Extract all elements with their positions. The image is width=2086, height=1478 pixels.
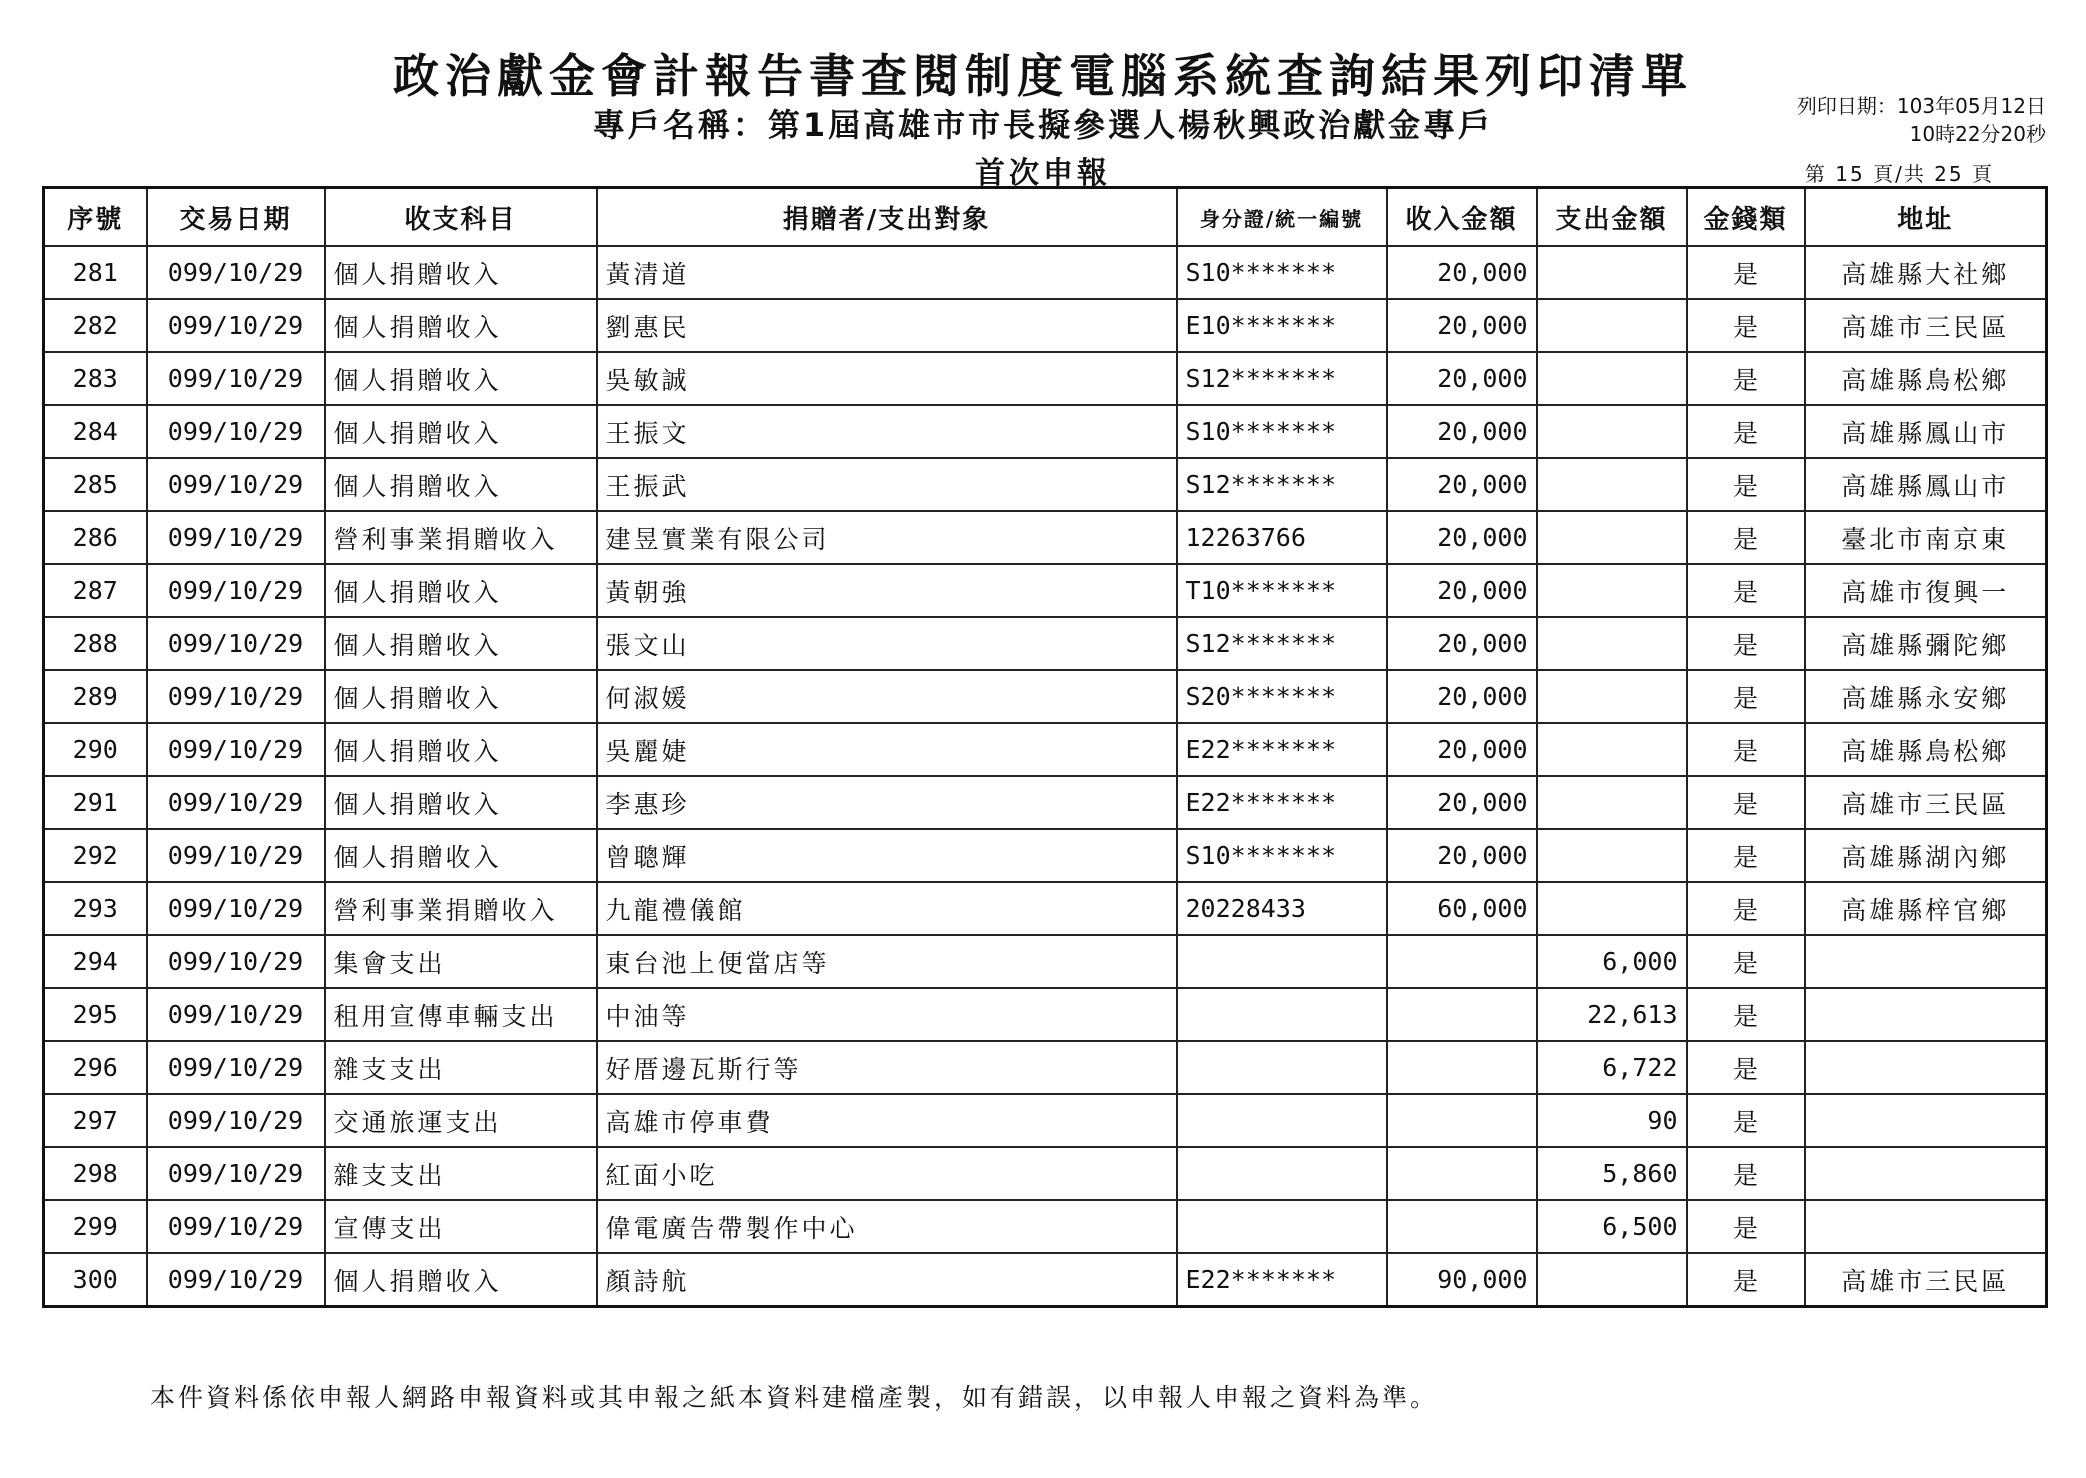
- cell-id: E22*******: [1177, 723, 1387, 776]
- cell-income: 20,000: [1387, 299, 1537, 352]
- cell-income: 20,000: [1387, 723, 1537, 776]
- cell-income: 20,000: [1387, 564, 1537, 617]
- col-header-category: 收支科目: [325, 188, 597, 247]
- cell-address: 高雄縣鳳山市: [1805, 405, 2047, 458]
- cell-id: S10*******: [1177, 829, 1387, 882]
- cell-address: 高雄市復興一: [1805, 564, 2047, 617]
- table-row: [44, 352, 2047, 405]
- col-header-date: 交易日期: [147, 188, 325, 247]
- cell-category: 集會支出: [325, 935, 597, 988]
- cell-address: 臺北市南京東: [1805, 511, 2047, 564]
- cell-id: S10*******: [1177, 405, 1387, 458]
- cell-donor: 張文山: [597, 617, 1177, 670]
- cell-income: 20,000: [1387, 617, 1537, 670]
- cell-seq: 298: [44, 1147, 147, 1200]
- cell-seq: 291: [44, 776, 147, 829]
- ledger-body: [44, 246, 2047, 1307]
- table-row: [44, 829, 2047, 882]
- account-value: 第1屆高雄市市長擬參選人楊秋興政治獻金專戶: [767, 106, 1494, 144]
- cell-address: 高雄縣大社鄉: [1805, 246, 2047, 299]
- cell-income: [1387, 988, 1537, 1041]
- cell-id: [1177, 1094, 1387, 1147]
- cell-seq: 285: [44, 458, 147, 511]
- cell-date: 099/10/29: [147, 352, 325, 405]
- cell-category: 個人捐贈收入: [325, 564, 597, 617]
- cell-donor: 吳敏誠: [597, 352, 1177, 405]
- cell-income: 20,000: [1387, 776, 1537, 829]
- cell-seq: 299: [44, 1200, 147, 1253]
- cell-category: 交通旅運支出: [325, 1094, 597, 1147]
- cell-id: S12*******: [1177, 458, 1387, 511]
- cell-donor: 好厝邊瓦斯行等: [597, 1041, 1177, 1094]
- cell-income: [1387, 935, 1537, 988]
- cell-address: [1805, 1200, 2047, 1253]
- table-row: [44, 511, 2047, 564]
- cell-category: 個人捐贈收入: [325, 829, 597, 882]
- cell-cash: 是: [1687, 458, 1805, 511]
- cell-income: [1387, 1094, 1537, 1147]
- cell-date: 099/10/29: [147, 458, 325, 511]
- table-row: [44, 564, 2047, 617]
- cell-category: 個人捐贈收入: [325, 352, 597, 405]
- cell-date: 099/10/29: [147, 670, 325, 723]
- cell-id: [1177, 1041, 1387, 1094]
- cell-date: 099/10/29: [147, 564, 325, 617]
- cell-income: 20,000: [1387, 458, 1537, 511]
- cell-income: 20,000: [1387, 352, 1537, 405]
- cell-category: 租用宣傳車輛支出: [325, 988, 597, 1041]
- cell-donor: 王振文: [597, 405, 1177, 458]
- table-row: [44, 988, 2047, 1041]
- cell-category: 個人捐贈收入: [325, 299, 597, 352]
- cell-address: 高雄縣永安鄉: [1805, 670, 2047, 723]
- cell-donor: 李惠珍: [597, 776, 1177, 829]
- cell-donor: 偉電廣告帶製作中心: [597, 1200, 1177, 1253]
- table-row: [44, 246, 2047, 299]
- cell-date: 099/10/29: [147, 511, 325, 564]
- cell-id: [1177, 1200, 1387, 1253]
- cell-donor: 黃清道: [597, 246, 1177, 299]
- cell-seq: 295: [44, 988, 147, 1041]
- cell-address: 高雄縣彌陀鄉: [1805, 617, 2047, 670]
- cell-id: [1177, 988, 1387, 1041]
- cell-cash: 是: [1687, 882, 1805, 935]
- cell-expense: [1537, 246, 1687, 299]
- cell-expense: [1537, 299, 1687, 352]
- cell-category: 個人捐贈收入: [325, 617, 597, 670]
- cell-date: 099/10/29: [147, 1253, 325, 1307]
- cell-donor: 東台池上便當店等: [597, 935, 1177, 988]
- cell-category: 個人捐贈收入: [325, 1253, 597, 1307]
- cell-cash: 是: [1687, 776, 1805, 829]
- table-row: [44, 458, 2047, 511]
- cell-income: [1387, 1147, 1537, 1200]
- cell-address: 高雄縣鳳山市: [1805, 458, 2047, 511]
- cell-seq: 286: [44, 511, 147, 564]
- print-date-label: 列印日期：: [1796, 94, 1897, 118]
- cell-date: 099/10/29: [147, 617, 325, 670]
- cell-address: [1805, 1041, 2047, 1094]
- cell-expense: [1537, 617, 1687, 670]
- cell-address: 高雄縣鳥松鄉: [1805, 723, 2047, 776]
- col-header-seq: 序號: [44, 188, 147, 247]
- cell-expense: 5,860: [1537, 1147, 1687, 1200]
- account-name: [0, 100, 2086, 146]
- cell-seq: 292: [44, 829, 147, 882]
- cell-id: T10*******: [1177, 564, 1387, 617]
- cell-donor: 高雄市停車費: [597, 1094, 1177, 1147]
- cell-seq: 290: [44, 723, 147, 776]
- cell-id: E22*******: [1177, 776, 1387, 829]
- cell-expense: 6,500: [1537, 1200, 1687, 1253]
- cell-category: 個人捐贈收入: [325, 776, 597, 829]
- print-date-block: [1797, 92, 2046, 148]
- cell-income: 20,000: [1387, 405, 1537, 458]
- cell-id: [1177, 935, 1387, 988]
- cell-donor: 吳麗婕: [597, 723, 1177, 776]
- table-row: [44, 299, 2047, 352]
- cell-date: 099/10/29: [147, 1041, 325, 1094]
- cell-cash: 是: [1687, 723, 1805, 776]
- cell-address: 高雄縣梓官鄉: [1805, 882, 2047, 935]
- cell-cash: 是: [1687, 511, 1805, 564]
- cell-cash: 是: [1687, 1200, 1805, 1253]
- cell-seq: 287: [44, 564, 147, 617]
- cell-donor: 劉惠民: [597, 299, 1177, 352]
- table-row: [44, 1200, 2047, 1253]
- cell-donor: 建昱實業有限公司: [597, 511, 1177, 564]
- cell-date: 099/10/29: [147, 299, 325, 352]
- col-header-address: 地址: [1805, 188, 2047, 247]
- cell-category: 個人捐贈收入: [325, 458, 597, 511]
- table-row: [44, 882, 2047, 935]
- cell-cash: 是: [1687, 988, 1805, 1041]
- cell-expense: [1537, 1253, 1687, 1307]
- cell-id: 12263766: [1177, 511, 1387, 564]
- cell-cash: 是: [1687, 1253, 1805, 1307]
- cell-seq: 284: [44, 405, 147, 458]
- cell-cash: 是: [1687, 1041, 1805, 1094]
- table-row: [44, 1147, 2047, 1200]
- cell-category: 個人捐贈收入: [325, 723, 597, 776]
- cell-cash: 是: [1687, 829, 1805, 882]
- cell-expense: [1537, 511, 1687, 564]
- cell-date: 099/10/29: [147, 882, 325, 935]
- cell-donor: 何淑媛: [597, 670, 1177, 723]
- cell-income: [1387, 1041, 1537, 1094]
- cell-id: S12*******: [1177, 352, 1387, 405]
- cell-category: 雜支支出: [325, 1147, 597, 1200]
- cell-cash: 是: [1687, 1094, 1805, 1147]
- cell-category: 個人捐贈收入: [325, 405, 597, 458]
- cell-id: [1177, 1147, 1387, 1200]
- cell-date: 099/10/29: [147, 988, 325, 1041]
- cell-cash: 是: [1687, 1147, 1805, 1200]
- col-header-donor: 捐贈者/支出對象: [597, 188, 1177, 247]
- page-title: 政治獻金會計報告書查閱制度電腦系統查詢結果列印清單: [393, 49, 1693, 103]
- cell-cash: 是: [1687, 935, 1805, 988]
- ledger-table: [42, 186, 2048, 1308]
- cell-address: 高雄縣湖內鄉: [1805, 829, 2047, 882]
- cell-income: 90,000: [1387, 1253, 1537, 1307]
- table-header-row: [44, 188, 2047, 247]
- table-row: [44, 1253, 2047, 1307]
- cell-id: S20*******: [1177, 670, 1387, 723]
- cell-expense: 90: [1537, 1094, 1687, 1147]
- cell-cash: 是: [1687, 246, 1805, 299]
- cell-cash: 是: [1687, 564, 1805, 617]
- cell-date: 099/10/29: [147, 935, 325, 988]
- cell-seq: 297: [44, 1094, 147, 1147]
- table-row: [44, 617, 2047, 670]
- print-date: 103年05月12日: [1896, 94, 2046, 118]
- cell-address: [1805, 1147, 2047, 1200]
- col-header-income: 收入金額: [1387, 188, 1537, 247]
- table-row: [44, 405, 2047, 458]
- cell-seq: 300: [44, 1253, 147, 1307]
- cell-seq: 296: [44, 1041, 147, 1094]
- cell-expense: [1537, 405, 1687, 458]
- cell-cash: 是: [1687, 299, 1805, 352]
- cell-address: 高雄市三民區: [1805, 299, 2047, 352]
- cell-expense: 6,000: [1537, 935, 1687, 988]
- page-indicator: 第 15 頁/共 25 頁: [1804, 162, 1994, 186]
- cell-expense: 6,722: [1537, 1041, 1687, 1094]
- cell-category: 營利事業捐贈收入: [325, 511, 597, 564]
- cell-expense: [1537, 723, 1687, 776]
- cell-expense: [1537, 882, 1687, 935]
- cell-income: 60,000: [1387, 882, 1537, 935]
- cell-id: S10*******: [1177, 246, 1387, 299]
- footer-note: 本件資料係依申報人網路申報資料或其申報之紙本資料建檔產製，如有錯誤，以申報人申報之資料為準。: [150, 1383, 1439, 1412]
- cell-address: [1805, 1094, 2047, 1147]
- col-header-cash: 金錢類: [1687, 188, 1805, 247]
- cell-expense: [1537, 776, 1687, 829]
- cell-income: 20,000: [1387, 670, 1537, 723]
- cell-income: 20,000: [1387, 246, 1537, 299]
- cell-expense: [1537, 829, 1687, 882]
- cell-seq: 294: [44, 935, 147, 988]
- account-label: 專戶名稱：: [592, 106, 768, 144]
- table-row: [44, 670, 2047, 723]
- cell-category: 個人捐贈收入: [325, 246, 597, 299]
- cell-expense: [1537, 458, 1687, 511]
- cell-donor: 中油等: [597, 988, 1177, 1041]
- cell-cash: 是: [1687, 617, 1805, 670]
- col-header-expense: 支出金額: [1537, 188, 1687, 247]
- cell-seq: 282: [44, 299, 147, 352]
- cell-donor: 九龍禮儀館: [597, 882, 1177, 935]
- cell-income: 20,000: [1387, 511, 1537, 564]
- cell-cash: 是: [1687, 670, 1805, 723]
- cell-donor: 王振武: [597, 458, 1177, 511]
- cell-expense: [1537, 564, 1687, 617]
- cell-date: 099/10/29: [147, 1094, 325, 1147]
- cell-income: 20,000: [1387, 829, 1537, 882]
- cell-address: 高雄市三民區: [1805, 776, 2047, 829]
- cell-expense: 22,613: [1537, 988, 1687, 1041]
- cell-date: 099/10/29: [147, 246, 325, 299]
- cell-donor: 曾聰輝: [597, 829, 1177, 882]
- cell-cash: 是: [1687, 405, 1805, 458]
- cell-donor: 紅面小吃: [597, 1147, 1177, 1200]
- print-time: 10時22分20秒: [1909, 122, 2046, 146]
- table-row: [44, 723, 2047, 776]
- cell-expense: [1537, 670, 1687, 723]
- cell-date: 099/10/29: [147, 1147, 325, 1200]
- cell-address: [1805, 988, 2047, 1041]
- cell-seq: 288: [44, 617, 147, 670]
- cell-seq: 289: [44, 670, 147, 723]
- cell-date: 099/10/29: [147, 1200, 325, 1253]
- cell-date: 099/10/29: [147, 776, 325, 829]
- cell-category: 營利事業捐贈收入: [325, 882, 597, 935]
- cell-date: 099/10/29: [147, 829, 325, 882]
- report-type: 首次申報: [975, 156, 1111, 191]
- cell-donor: 顏詩航: [597, 1253, 1177, 1307]
- cell-id: 20228433: [1177, 882, 1387, 935]
- cell-donor: 黃朝強: [597, 564, 1177, 617]
- cell-cash: 是: [1687, 352, 1805, 405]
- cell-address: 高雄縣鳥松鄉: [1805, 352, 2047, 405]
- table-row: [44, 935, 2047, 988]
- cell-seq: 281: [44, 246, 147, 299]
- cell-id: E10*******: [1177, 299, 1387, 352]
- col-header-id: 身分證/統一編號: [1177, 188, 1387, 247]
- cell-expense: [1537, 352, 1687, 405]
- cell-category: 宣傳支出: [325, 1200, 597, 1253]
- table-row: [44, 1094, 2047, 1147]
- cell-id: E22*******: [1177, 1253, 1387, 1307]
- cell-address: [1805, 935, 2047, 988]
- cell-date: 099/10/29: [147, 405, 325, 458]
- cell-income: [1387, 1200, 1537, 1253]
- cell-date: 099/10/29: [147, 723, 325, 776]
- cell-id: S12*******: [1177, 617, 1387, 670]
- cell-seq: 293: [44, 882, 147, 935]
- cell-seq: 283: [44, 352, 147, 405]
- cell-category: 雜支支出: [325, 1041, 597, 1094]
- table-row: [44, 776, 2047, 829]
- table-row: [44, 1041, 2047, 1094]
- cell-address: 高雄市三民區: [1805, 1253, 2047, 1307]
- cell-category: 個人捐贈收入: [325, 670, 597, 723]
